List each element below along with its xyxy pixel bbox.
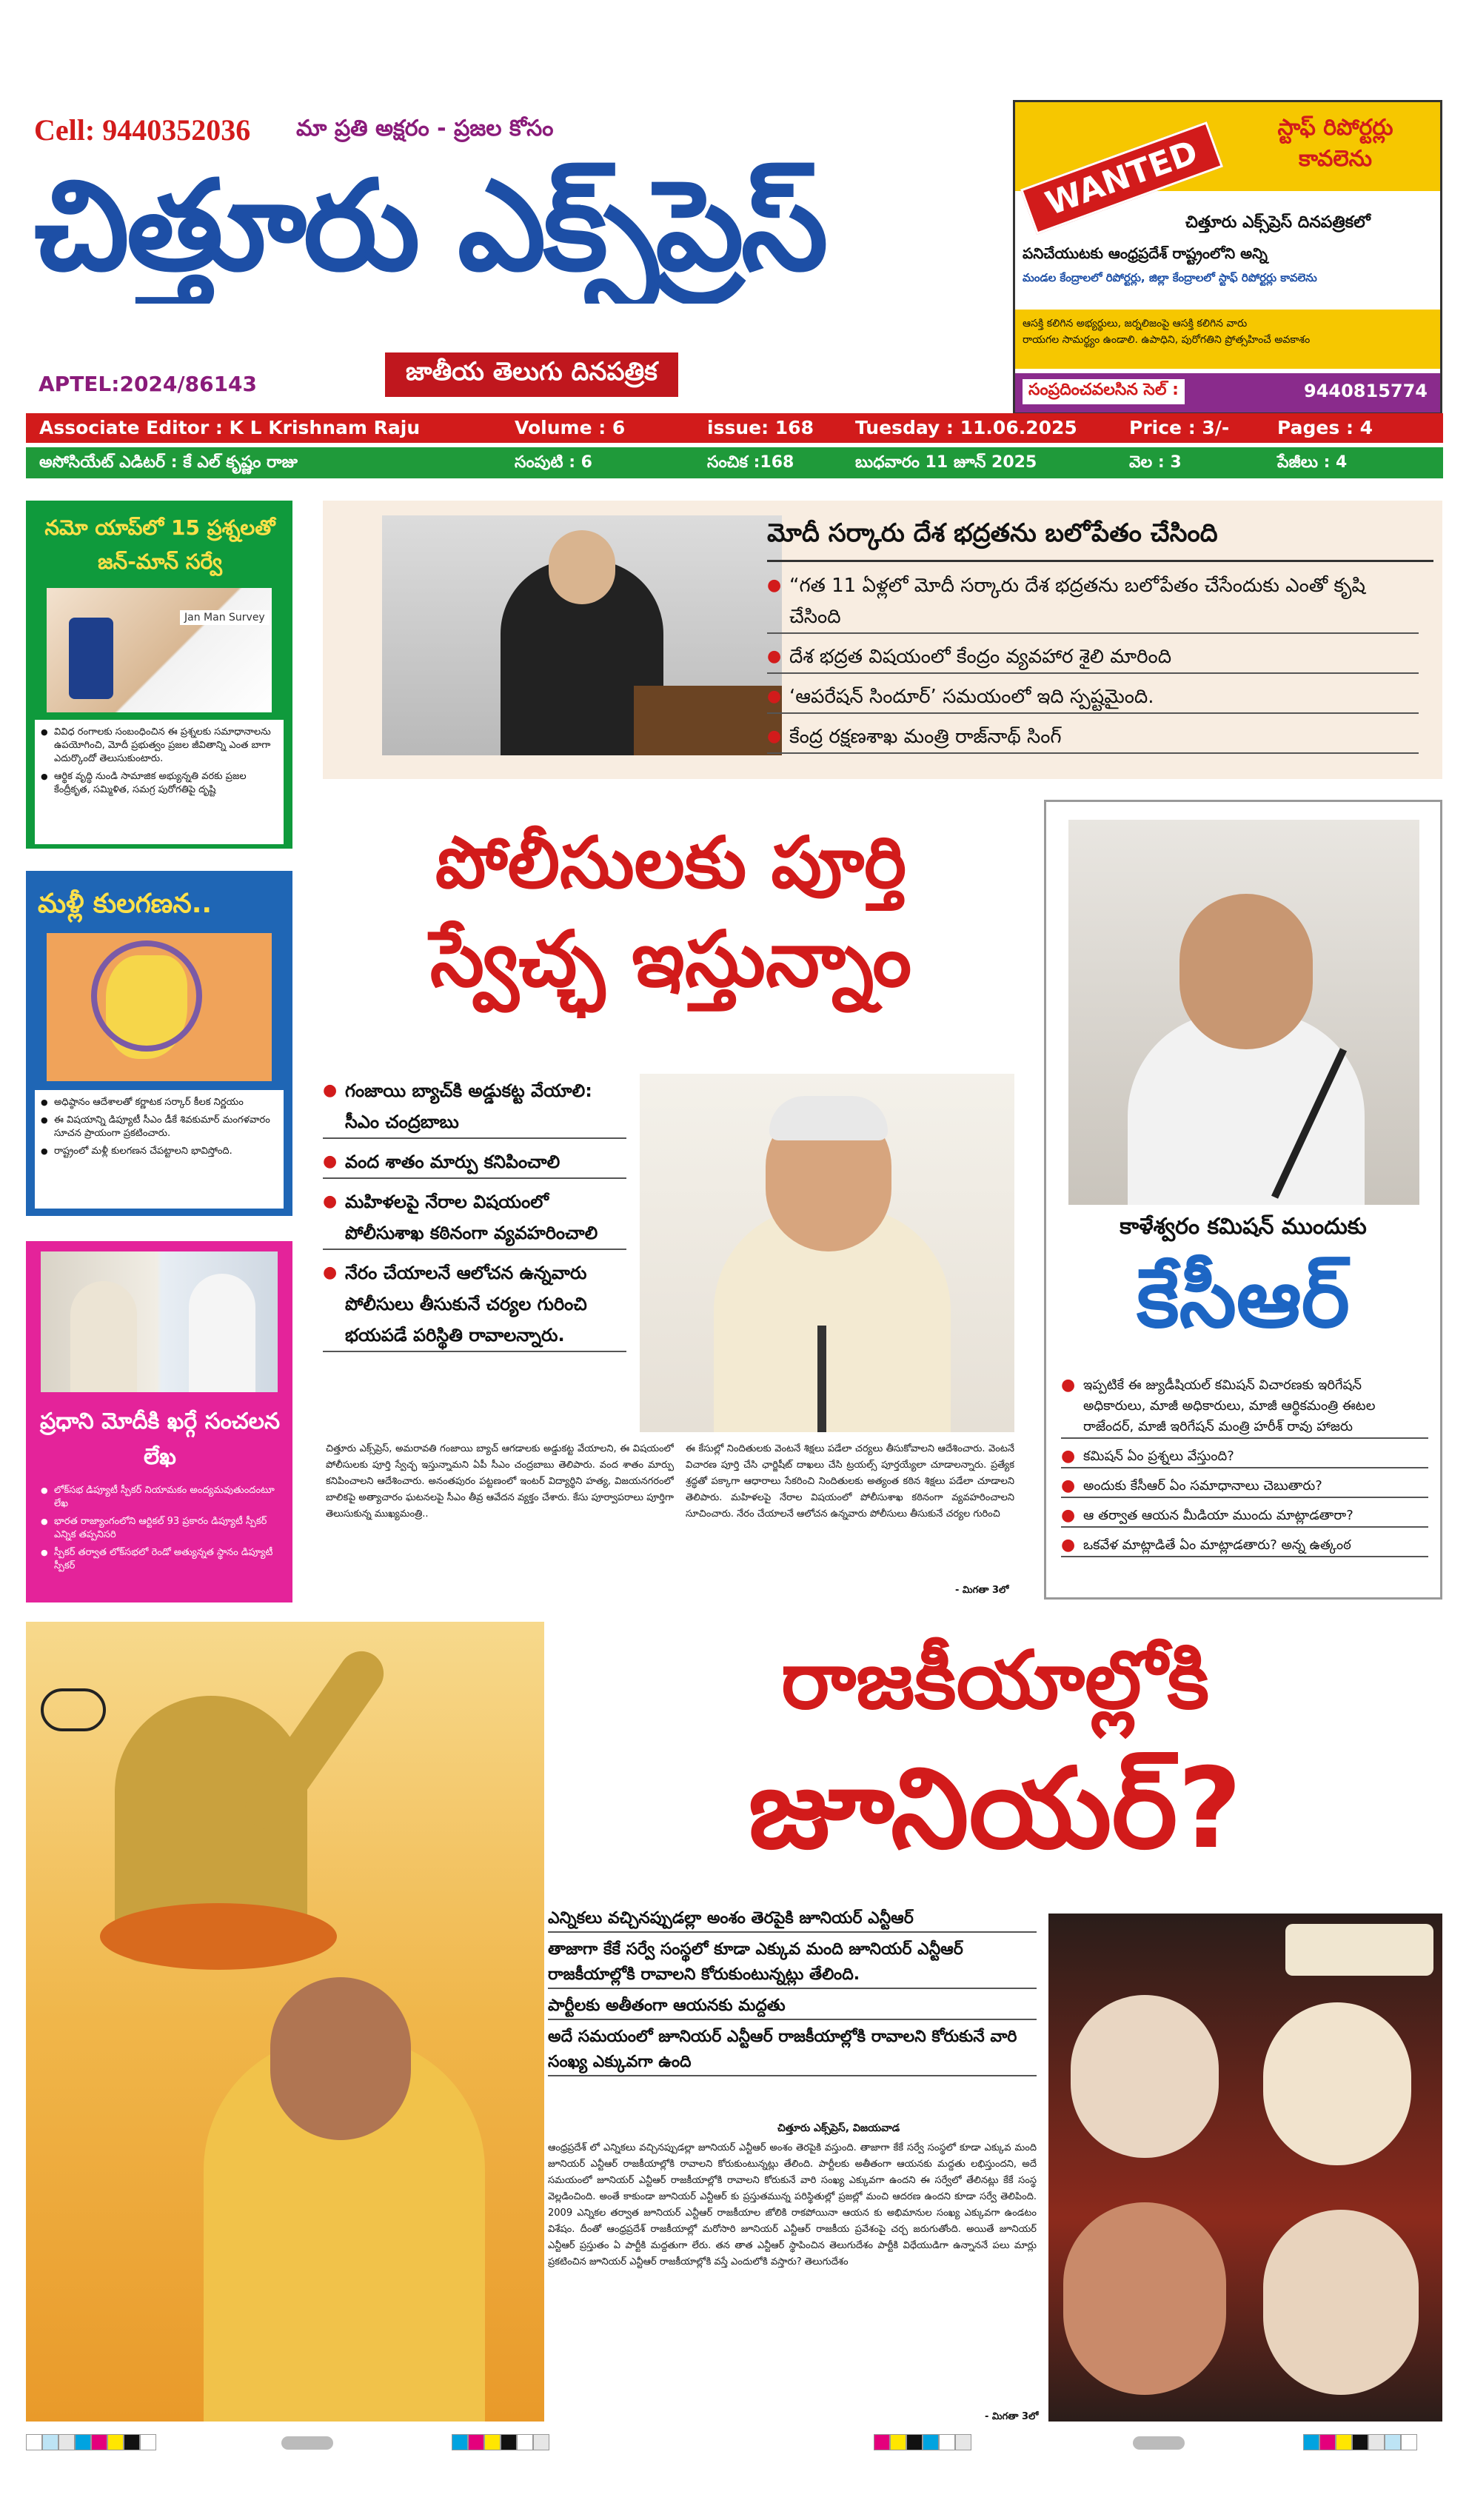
- summary-line: అదే సమయంలో జూనియర్ ఎన్టీఆర్ రాజకీయాల్లోకి రావాలని కోరుకునే వారి సంఖ్య ఎక్కువగా ఉంది: [548, 2025, 1037, 2076]
- junior-continued: - మిగతా 3లో: [985, 2411, 1039, 2422]
- police-story-body-right: ఈ కేసుల్లో నిందితులకు వెంటనే శిక్షలు పడేలా చర్యలు తీసుకోవాలని ఆదేశించారు. వెంటనే విచారణ పూర్తి చేసి ఛార్జిషీట్ దాఖలు చేసి ట్రయల్స్ పూర్తయ్యేలా చూడాలన్నారు. ప్రత్యేక శ్రద్ధతో పక్కాగా ఆధారాలు సేకరించి నిందితులకు అత్యంత కఠిన శిక్షలు పడేలా చూడాలని తెలిపారు. మహిళలపై నేరాల విషయంలో పోలీసుశాఖ కఠినంగా వ్యవహరించాలని సూచించారు. నేరం చేయాలనే ఆలోచన ఉన్నవారు పోలీసులు తీసుకునే చర్యల గురించి: [686, 1443, 1014, 1520]
- ad-contact-number: 9440815774: [1304, 381, 1428, 401]
- pages: Pages : 4: [1277, 417, 1373, 438]
- naidu-portrait: [1263, 2002, 1411, 2165]
- cell-number: Cell: 9440352036: [34, 113, 251, 147]
- list-item: ● కమిషన్ ఏం ప్రశ్నలు వేస్తుంది?: [1061, 1446, 1428, 1468]
- list-item: ● దేశ భద్రత విషయంలో కేంద్రం వ్యవహార శైలి మారింది: [767, 641, 1419, 674]
- hair: [769, 1096, 888, 1140]
- junior-body: ఆంధ్రప్రదేశ్ లో ఎన్నికలు వచ్చినప్పుడల్లా జూనియర్ ఎన్టీఆర్ అంశం తెరపైకి వస్తుంది. తాజాగా కేకే సర్వే సంస్థలో కూడా ఎక్కువ మంది జూనియర్ ఎన్టీఆర్ రాజకీయాల్లోకి రావాలని కోరుకుంటున్నట్లు తేలింది. పార్టీలకు అతీతంగా ఆయనకు మద్దతు లభిస్తుందని, అదే సమయంలో జూనియర్ ఎన్టీఆర్ రాజకీయాల్లోకి రావాలని కోరుకునే వారి సంఖ్య ఎక్కువగా ఉందని ఈ సర్వేలో తేలినట్లు కేకే సంస్థ వెల్లడించింది. అంతే కాకుండా జూనియర్ ఎన్టీఆర్ కు ప్రస్తుతమున్న పరిస్థితుల్లో ప్రజల్లో మంచి ఆదరణ ఉందని కూడా సర్వే తెలిపింది. 2009 ఎన్నికల తర్వాత జూనియర్ ఎన్టీఆర్ రాజకీయాల జోలికి రాకపోయినా ఆయన కు అభిమానుల సంఖ్య ఎక్కువగా ఉండటం విశేషం. దీంతో ఆంధ్రప్రదేశ్ రాజకీయాల్లో మరోసారి జూనియర్ ఎన్టీఆర్ రాజకీయ ప్రవేశంపై చర్చ జరుగుతోంది. అయితే జూనియర్ ఎన్టీఆర్ ప్రస్తుతం ఏ పార్టీకి మద్దతుగా లేరు. తన తాత ఎన్టీఆర్ స్థాపించిన తెలుగుదేశం పార్టీకి విధేయుడిగా ఉన్నాననే పలు మార్లు ప్రకటించిన జూనియర్ ఎన్టీఆర్ రాజకీయాల్లోకి వస్తే ఎందులోకి వస్తారు? తెలుగుదేశం: [548, 2142, 1037, 2267]
- ad-info-band: [1015, 310, 1440, 369]
- volume: Volume : 6: [515, 417, 626, 438]
- modi-figure: [70, 1281, 137, 1392]
- cycle-icon: [41, 1688, 106, 1731]
- list-item: ● వంద శాతం మార్పు కనిపించాలి: [323, 1146, 626, 1179]
- registration-pill: [1133, 2436, 1185, 2450]
- party-symbols: [1285, 1924, 1433, 1976]
- top-story-headline: మోదీ సర్కారు దేశ భద్రతను బలోపేతం చేసింది: [767, 518, 1433, 562]
- aptel-number: APTEL:2024/86143: [39, 372, 258, 396]
- list-item: ● ‘ఆపరేషన్ సిందూర్’ సమయంలో ఇది స్పష్టమైంది.: [767, 681, 1419, 714]
- kcr-headline: కేసీఆర్: [1137, 1251, 1350, 1346]
- kcr-story: [1044, 800, 1442, 1600]
- registration-strip-right: [1303, 2434, 1417, 2450]
- masthead-title: చిత్తూరు ఎక్స్‌ప్రెస్: [34, 153, 826, 298]
- ntr-head: [270, 1977, 411, 2140]
- junior-summary: [548, 1906, 1037, 2081]
- masthead: [30, 104, 1014, 400]
- junior-headline-2: జూనియర్?: [748, 1745, 1242, 1874]
- issue-te: సంచిక :168: [707, 453, 794, 472]
- list-item: ● ఇప్పటికే ఈ జ్యుడీషియల్ కమిషన్ విచారణకు ఇరిగేషన్ అధికారులు, మాజీ అధికారులు, మాజీ ఆర్థికమంత్రి ఈటల రాజేందర్, మాజీ ఇరిగేషన్ మంత్రి హరీశ్ రావు హాజరు: [1061, 1375, 1428, 1439]
- list-item: ● రాష్ట్రంలో మళ్లీ కులగణన చేపట్టాలని భావిస్తోంది.: [41, 1145, 278, 1158]
- top-story-bullets: [767, 570, 1419, 761]
- associate-editor: Associate Editor : K L Krishnam Raju: [39, 417, 421, 438]
- info-bar-english: [26, 413, 1443, 443]
- wanted-label: WANTED: [1020, 121, 1223, 235]
- ad-line-4: ఆసక్తి కలిగిన అభ్యర్థులు, జర్నలిజంపై ఆసక్తి కలిగిన వారు: [1023, 318, 1248, 330]
- associate-editor-te: అసోసియేట్ ఎడిటర్ : కే ఎల్ కృష్ణం రాజు: [39, 453, 298, 472]
- ad-contact-label: సంప్రదించవలసిన సెల్ :: [1023, 379, 1185, 404]
- issue: issue: 168: [707, 417, 814, 438]
- summary-line: పార్టీలకు అతీతంగా ఆయనకు మద్దతు: [548, 1993, 1037, 2020]
- wanted-advertisement: [1013, 100, 1442, 415]
- police-story-headline-1: పోలీసులకు పూర్తి: [435, 821, 907, 904]
- registration-strip-left: [26, 2434, 156, 2450]
- info-bar-telugu: [26, 447, 1443, 478]
- sidebar-box-kharge-letter: [26, 1241, 292, 1602]
- volume-te: సంపుటి : 6: [515, 453, 592, 472]
- garland: [100, 1903, 337, 1970]
- kcr-kicker: కాళేశ్వరం కమిషన్ ముందుకు: [1120, 1214, 1367, 1240]
- survey-phone: [69, 618, 113, 699]
- police-story-body-left: చిత్తూరు ఎక్స్‌ప్రెస్, అమరావతి గంజాయి బ్యాచ్ ఆగడాలకు అడ్డుకట్ట వేయాలని, ఈ విషయంలో పోలీసులకు పూర్తి స్వేచ్ఛ ఇస్తున్నామని ఏపీ సీఎం చంద్రబాబు తెలిపారు. వంద శాతం మార్పు కనిపించాలని ఆదేశించారు. అనంతపురం పట్టణంలో ఇంటర్ విద్యార్థిని హత్య, విజయనగరంలో బాలికపై అత్యాచారం ఘటనలపై సీఎం తీవ్ర ఆవేదన వ్యక్తం చేశారు. కేసు పూర్వాపరాలు పూర్తిగా తెలుసుకున్న ముఖ్యమంత్రి..: [326, 1443, 674, 1520]
- price-te: వెల : 3: [1129, 453, 1182, 472]
- list-item: ● అధిష్ఠానం ఆదేశాలతో కర్ణాటక సర్కార్ కీలక నిర్ణయం: [41, 1096, 278, 1109]
- police-story-bullets: [323, 1075, 626, 1360]
- sidebar-box-title: ప్రధాని మోదీకి ఖర్గే సంచలన లేఖ: [39, 1408, 281, 1470]
- tagline: మా ప్రతి అక్షరం - ప్రజల కోసం: [296, 116, 554, 141]
- ad-contact-band: [1015, 373, 1440, 413]
- sidebar-box-title: మళ్లీ కులగణన..: [38, 889, 213, 919]
- figure-head: [1179, 894, 1313, 1049]
- microphone: [817, 1326, 826, 1432]
- ad-line-5: రాయగల సామర్థ్యం ఉండాలి. ఉపాధిని, పురోగతిని ప్రోత్సహించే అవకాశం: [1023, 334, 1311, 346]
- leaders-collage-photo: [1048, 1914, 1442, 2422]
- list-item: ● నేరం చేయాలనే ఆలోచన ఉన్నవారు పోలీసులు తీసుకునే చర్యల గురించి భయపడే పరిస్థితి రావాలన్నారు.: [323, 1257, 626, 1352]
- kcr-bullets: [1061, 1375, 1428, 1565]
- list-item: ● “గత 11 ఏళ్లలో మోదీ సర్కారు దేశ భద్రతను బలోపేతం చేసేందుకు ఎంతో కృషి చేసింది: [767, 570, 1419, 634]
- kharge-figure: [189, 1274, 255, 1392]
- registration-pill: [281, 2436, 333, 2450]
- junior-dateline: చిత్తూరు ఎక్స్‌ప్రెస్, విజయవాడ: [777, 2122, 900, 2134]
- police-story-headline-2: స్వేచ్ఛ ఇస్తున్నాం: [429, 914, 912, 1004]
- jagan-portrait: [1263, 2210, 1419, 2395]
- list-item: ● మహిళలపై నేరాల విషయంలో పోలీసుశాఖ కఠినంగా వ్యవహరించాలి: [323, 1186, 626, 1250]
- karnataka-map-graphic: [47, 933, 272, 1081]
- list-item: ● భారత రాజ్యాంగంలోని ఆర్టికల్ 93 ప్రకారం డిప్యూటీ స్పీకర్ ఎన్నిక తప్పనిసరి: [41, 1515, 278, 1542]
- ntr-main-photo: [26, 1622, 544, 2422]
- sidebar-box-text: [35, 1481, 284, 1597]
- magnifier-icon: [91, 940, 202, 1052]
- sidebar-box-title: నమో యాప్‌లో 15 ప్రశ్నలతో జన్-మాన్ సర్వే: [44, 515, 275, 574]
- sidebar-box-text: [35, 720, 284, 844]
- modi-portrait: [1071, 1995, 1219, 2158]
- pawan-portrait: [1063, 2202, 1226, 2395]
- list-item: ● కేంద్ర రక్షణశాఖ మంత్రి రాజ్‌నాథ్ సింగ్: [767, 721, 1419, 754]
- ad-headline: స్టాఫ్ రిపోర్టర్లు కావలెను: [1277, 115, 1393, 172]
- registration-strip-center-left: [452, 2434, 549, 2450]
- list-item: ● గంజాయి బ్యాచ్‌కి అడ్డుకట్ట వేయాలి: సీఎం చంద్రబాబు: [323, 1075, 626, 1139]
- ad-line-3: మండల కేంద్రాలలో రిపోర్టర్లు, జిల్లా కేంద్రాలలో స్టాఫ్ రిపోర్టర్లు కావలెను: [1023, 271, 1317, 284]
- pages-te: పేజీలు : 4: [1277, 453, 1348, 472]
- summary-line: ఎన్నికలు వచ్చినప్పుడల్లా అంశం తెరపైకి జూనియర్ ఎన్టీఆర్: [548, 1906, 1037, 1933]
- price: Price : 3/-: [1129, 417, 1230, 438]
- list-item: ● ఒకవేళ మాట్లాడితే ఏం మాట్లాడతారు? అన్న ఉత్కంఠ: [1061, 1535, 1428, 1557]
- rajnath-singh-photo: [382, 515, 782, 755]
- list-item: ● ఆ తర్వాత ఆయన మీడియా ముందు మాట్లాడతారా?: [1061, 1505, 1428, 1528]
- list-item: ● స్పీకర్ తర్వాత లోక్‌సభలో రెండో అత్యున్నత స్థానం డిప్యూటీ స్పీకర్: [41, 1546, 278, 1573]
- police-story-continued: - మిగతా 3లో: [955, 1585, 1009, 1596]
- sidebar-box-text: [35, 1090, 284, 1209]
- summary-line: తాజాగా కేకే సర్వే సంస్థలో కూడా ఎక్కువ మంది జూనియర్ ఎన్టీఆర్ రాజకీయాల్లోకి రావాలని కోరుకుంటున్నట్లు తేలింది.: [548, 1937, 1037, 1989]
- modi-kharge-photo: [41, 1251, 278, 1392]
- kcr-photo: [1068, 820, 1419, 1205]
- chandrababu-photo: [640, 1074, 1014, 1432]
- top-story-rajnath: [323, 501, 1442, 779]
- podium: [634, 686, 782, 755]
- ad-line-2: పనిచేయుటకు ఆంధ్రప్రదేశ్ రాష్ట్రంలోని అన్ని: [1023, 244, 1268, 262]
- list-item: ● లోక్‌సభ డిప్యూటీ స్పీకర్ నియామకం అంద్యమవుతుందంటూ లేఖ: [41, 1484, 278, 1511]
- sidebar-box-caste-census: [26, 871, 292, 1216]
- issue-date: Tuesday : 11.06.2025: [855, 417, 1077, 438]
- junior-headline-1: రాజకీయాల్లోకి: [780, 1634, 1210, 1727]
- list-item: ● వివిధ రంగాలకు సంబంధించిన ఈ ప్రశ్నలకు సమాధానాలను ఉపయోగించి, మోదీ ప్రభుత్వం ప్రజల జీవితాన్ని ఎంత బాగా ఎదుర్కొందో తెలుసుకుంటారు.: [41, 726, 278, 766]
- ad-line-1: చిత్తూరు ఎక్స్‌ప్రెస్ దినపత్రికలో: [1185, 213, 1371, 232]
- survey-photo-caption: Jan Man Survey: [180, 610, 270, 625]
- list-item: ● అందుకు కేసీఆర్ ఏం సమాధానాలు చెబుతారు?: [1061, 1476, 1428, 1498]
- modi-survey-photo: [47, 588, 272, 712]
- issue-date-te: బుధవారం 11 జూన్ 2025: [855, 453, 1037, 472]
- sidebar-box-namo-survey: [26, 501, 292, 849]
- registration-strip-center: [874, 2434, 971, 2450]
- masthead-subtitle: జాతీయ తెలుగు దినపత్రిక: [385, 352, 678, 397]
- list-item: ● ఆర్థిక వృద్ధి నుండి సామాజిక అభ్యున్నతి వరకు ప్రజల కేంద్రీకృత, సమ్మిళిత, సమగ్ర పురోగతిపై దృష్టి: [41, 770, 278, 797]
- list-item: ● ఈ విషయాన్ని డిప్యూటీ సీఎం డీకే శివకుమార్ మంగళవారం సూచన ప్రాయంగా ప్రకటించారు.: [41, 1114, 278, 1140]
- figure-head: [549, 530, 615, 604]
